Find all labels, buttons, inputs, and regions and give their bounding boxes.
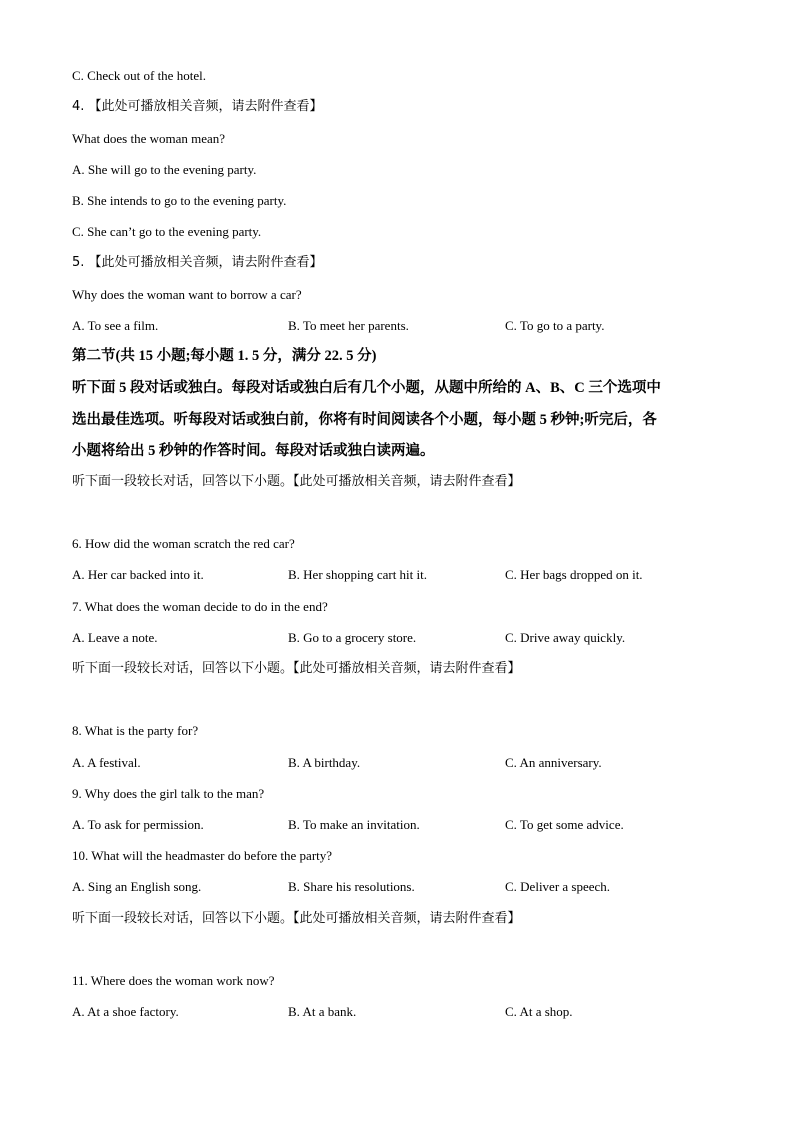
option-q5-c: C. To go to a party. [505, 318, 605, 333]
option-q6-c: C. Her bags dropped on it. [505, 567, 643, 582]
option-q9-c: C. To get some advice. [505, 817, 624, 832]
option-q4-c: C. She can’t go to the evening party. [72, 224, 262, 239]
option-q5-a: A. To see a film. [72, 318, 159, 333]
q5-audio-note: 5. 【此处可播放相关音频，请去附件查看】 [72, 255, 323, 270]
option-q4-b: B. She intends to go to the evening party. [72, 193, 287, 208]
option-q4-a: A. She will go to the evening party. [72, 162, 257, 177]
section2-instruction-3: 小题将给出 5 秒钟的作答时间。每段对话或独白读两遍。 [72, 443, 435, 459]
q11-question: 11. Where does the woman work now? [72, 973, 275, 988]
q4-question: What does the woman mean? [72, 131, 226, 146]
option-q8-b: B. A birthday. [288, 755, 361, 770]
dialog1-intro: 听下面一段较长对话，回答以下小题。【此处可播放相关音频，请去附件查看】 [72, 474, 521, 489]
section2-instruction-1: 听下面 5 段对话或独白。每段对话或独白后有几个小题，从题中所给的 A、B、C 三个选项中 [72, 380, 661, 396]
q6-question: 6. How did the woman scratch the red car? [72, 536, 295, 551]
option-q8-c: C. An anniversary. [505, 755, 602, 770]
option-q11-a: A. At a shoe factory. [72, 1004, 179, 1019]
option-q8-a: A. A festival. [72, 755, 141, 770]
section2-instruction-2: 选出最佳选项。听每段对话或独白前，你将有时间阅读各个小题，每小题 5 秒钟;听完后，各 [72, 412, 657, 428]
q8-question: 8. What is the party for? [72, 723, 199, 738]
option-q10-c: C. Deliver a speech. [505, 879, 611, 894]
dialog3-intro: 听下面一段较长对话，回答以下小题。【此处可播放相关音频，请去附件查看】 [72, 911, 521, 926]
option-q9-a: A. To ask for permission. [72, 817, 204, 832]
option-q7-a: A. Leave a note. [72, 630, 158, 645]
dialog2-intro: 听下面一段较长对话，回答以下小题。【此处可播放相关音频，请去附件查看】 [72, 661, 521, 676]
option-q10-a: A. Sing an English song. [72, 879, 202, 894]
q9-question: 9. Why does the girl talk to the man? [72, 786, 265, 801]
section2-title: 第二节(共 15 小题;每小题 1. 5 分，满分 22. 5 分) [72, 348, 377, 364]
q7-question: 7. What does the woman decide to do in the end? [72, 599, 328, 614]
option-q6-a: A. Her car backed into it. [72, 567, 204, 582]
option-q11-b: B. At a bank. [288, 1004, 357, 1019]
q10-question: 10. What will the headmaster do before the party? [72, 848, 333, 863]
option-q7-c: C. Drive away quickly. [505, 630, 626, 645]
option-q5-b: B. To meet her parents. [288, 318, 409, 333]
option-q11-c: C. At a shop. [505, 1004, 573, 1019]
option-q7-b: B. Go to a grocery store. [288, 630, 417, 645]
option-q3-c: C. Check out of the hotel. [72, 68, 206, 83]
option-q6-b: B. Her shopping cart hit it. [288, 567, 428, 582]
q4-audio-note: 4. 【此处可播放相关音频，请去附件查看】 [72, 99, 323, 114]
q5-question: Why does the woman want to borrow a car? [72, 287, 302, 302]
option-q10-b: B. Share his resolutions. [288, 879, 415, 894]
option-q9-b: B. To make an invitation. [288, 817, 420, 832]
